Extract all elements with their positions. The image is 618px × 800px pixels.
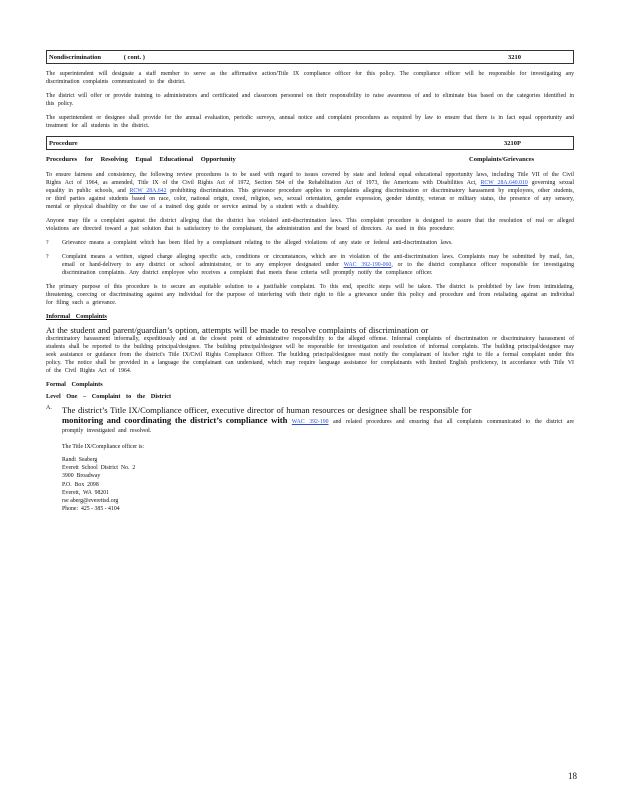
informal-body-text: discriminatory harassment informally, expeditiously and at the closest point of administrative responsibility to the alleged offense. Informal complaints of discrimination or discriminatory harassment of students shall be reported to the building principal/designee. The building principal/designee will be responsible for investigation and resolution of informal complaints. The building principal/designee may seek assistance or guidance from the district's Title IX/Civil Rights Compliance Officer. The building principal/designee must notify the complainant of his/her right to file a formal complaint under this policy. The notice shall be provided in a language the complainant can understand, which may require language assistance for complainants with limited English proficiency, in accordance with Title VI of the Civil Rights Act of 1964. bbox=[46, 336, 574, 374]
intro-paragraph: The superintendent will designate a staff member to serve as the affirmative action/Title IX compliance officer for this policy. The compliance officer will be responsible for investigating any discrimination complaints communicated to the district. bbox=[46, 71, 574, 85]
contact-line: Randi Seaberg bbox=[62, 457, 98, 463]
page-number: 18 bbox=[568, 771, 577, 781]
header-title: Nondiscrimination ( cont. ) bbox=[49, 53, 145, 61]
contact-line: P.O. Box 2098 bbox=[62, 481, 99, 488]
procedure-intro-paragraph: To ensure fairness and consistency, the following review procedures is to be used with regard to issues covered by state and federal equal educational opportunity laws, including Title VII of the Civil Rights Act of 1964, as amended, Title IX of the Civil Rights Act of 1972, Section 504 of the Rehabilitation Act of 1973, the Americans with Disabilities Act, RCW 28A.640.010 governing sexual equality in public schools, and RCW 28A.642 prohibiting discrimination. This grievance procedure applies to complaints alleging discrimination or discriminatory harassment by employees, other students, or third parties against students based on race, color, national origin, creed, religion, sex, sexual orientation, gender expression, gender identity, veteran or military status, the presence of any sensory, mental or physical disability or the use of a trained dog guide or service animal by a student with a disability. bbox=[46, 172, 575, 210]
informal-lead-text: At the student and parent/guardian’s option, attempts will be made to resolve complaints of discrimination or bbox=[46, 325, 429, 335]
item-a-lead-line: The district’s Title IX/Compliance officer, executive director of human resources or designee shall be responsible for bbox=[62, 405, 472, 415]
bullet-marker: ? bbox=[46, 240, 49, 246]
procedure-bar bbox=[46, 136, 574, 150]
item-a: A. The district’s Title IX/Compliance officer, executive director of human resources or designee shall be responsible for monitoring and coordinating the district’s compliance with WAC 392-190 and related procedures and ensuring that all complaints communicated to the district are promptly investigated and resolved. The Title IX/Compliance officer is: Randi Seaberg Everett School District No. 2 3900 Broadway P.O. Box 2098 Everett, WA 98201 rse aberg@everettsd.org Phone: 425 - 385 - 4104 bbox=[46, 405, 575, 513]
procedure-number: 3210P bbox=[504, 139, 521, 147]
formal-complaints-heading: Formal Complaints bbox=[46, 381, 103, 388]
intro-paragraph: The superintendent or designee shall provide for the annual evaluation, periodic surveys, annual notice and complaint procedures as required by law to ensure that there is in fact equal opportunity and treatment for all students in the district. bbox=[46, 115, 574, 129]
contact-phone: Phone: 425 - 385 - 4104 bbox=[62, 506, 120, 513]
item-a-marker: A. bbox=[46, 405, 52, 411]
contact-line: 3900 Broadway bbox=[62, 473, 101, 480]
item-a-lead-line-2: monitoring and coordinating the district’s compliance with bbox=[62, 415, 288, 425]
contact-block bbox=[62, 456, 574, 513]
procedure-heading: Procedures for Resolving Equal Educational Opportunity Complaints/Grievances bbox=[46, 156, 534, 163]
purpose-paragraph: The primary purpose of this procedure is to secure an equitable solution to a justifiable complaint. To this end, specific steps will be taken. The district is prohibited by law from intimidating, threatening, coercing or discriminating against any individual for the purpose of interfering with their right to file a grievance under this policy and procedure and from retaliating against an individual for filing such a grievance. bbox=[46, 284, 574, 306]
informal-complaints-section bbox=[46, 325, 574, 375]
definition-grievance: ? Grievance means a complaint which has been filed by a complainant relating to the alleged violations of any state or federal anti-discrimination laws. bbox=[46, 240, 453, 246]
intro-paragraph: The district will offer or provide training to administrators and certificated and classroom personnel on their responsibility to raise awareness of and to eliminate bias based on the categories identified in this policy. bbox=[46, 93, 575, 107]
rcw-28a642-link[interactable]: RCW 28A.642 bbox=[129, 188, 167, 194]
definition-complaint: ? Complaint means a written, signed charge alleging specific acts, conditions or circumstances, which are in violation of the anti-discrimination laws. Complaints may be submitted by mail, fax, email or hand-delivery to any district or school administrator, or to any employee designated under WAC 392-190-060, or to the district compliance officer responsible for investigating discrimination complaints. Any district employee who receives a complaint that meets these criteria will promptly notify the compliance officer. bbox=[46, 254, 574, 276]
contact-line: Everett, WA 98201 bbox=[62, 489, 110, 496]
officer-label: The Title IX/Compliance officer is: bbox=[62, 444, 145, 450]
rcw-28a640-link[interactable]: RCW 28A.640.010 bbox=[480, 180, 528, 186]
wac-392-190-link[interactable]: WAC 392-190 bbox=[291, 419, 329, 425]
procedure-title: Procedure bbox=[49, 139, 78, 147]
contact-line: Everett School District No. 2 bbox=[62, 465, 136, 472]
bullet-marker: ? bbox=[46, 254, 49, 260]
anyone-paragraph: Anyone may file a complaint against the district alleging that the district has violated anti-discrimination laws. This complaint procedure is designed to assure that the resolution of real or alleged violations are directed toward a just solution that is satisfactory to the complainant, the administration and the board of directors. As used in this procedure: bbox=[46, 218, 574, 232]
contact-email: rse aberg@everettsd.org bbox=[62, 498, 119, 505]
header-bar bbox=[46, 50, 574, 64]
wac-392-190-060-link[interactable]: WAC 392-190-060 bbox=[343, 262, 392, 268]
level-one-heading: Level One – Complaint to the District bbox=[46, 393, 172, 400]
document-page bbox=[46, 50, 574, 519]
header-number: 3210 bbox=[508, 53, 521, 61]
informal-complaints-heading: Informal Complaints bbox=[46, 313, 107, 320]
